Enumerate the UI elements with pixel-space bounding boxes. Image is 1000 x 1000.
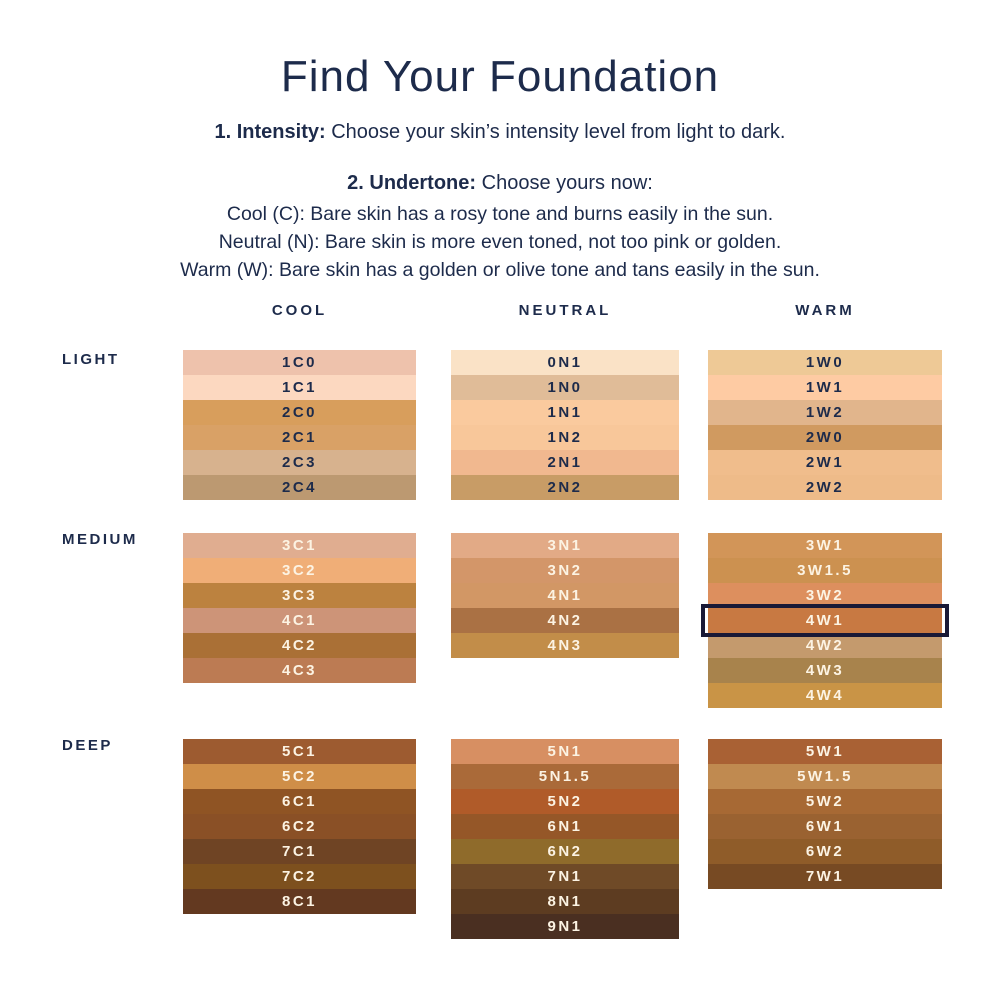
shade-swatch-1C0[interactable]: 1C0	[183, 350, 416, 375]
intensity-text: Choose your skin’s intensity level from light to dark.	[331, 121, 786, 143]
shade-swatch-3W1.5[interactable]: 3W1.5	[708, 558, 942, 583]
shade-swatch-7C2[interactable]: 7C2	[183, 864, 416, 889]
cool-description: Cool (C): Bare skin has a rosy tone and burns easily in the sun.	[226, 203, 774, 225]
shade-swatch-2C3[interactable]: 2C3	[183, 450, 416, 475]
shade-swatch-6N1[interactable]: 6N1	[451, 814, 679, 839]
shade-swatch-0N1[interactable]: 0N1	[451, 350, 679, 375]
shade-swatch-2W1[interactable]: 2W1	[708, 450, 942, 475]
shade-swatch-3W1[interactable]: 3W1	[708, 533, 942, 558]
shade-swatch-3C1[interactable]: 3C1	[183, 533, 416, 558]
shade-swatch-2W0[interactable]: 2W0	[708, 425, 942, 450]
shade-swatch-6C1[interactable]: 6C1	[183, 789, 416, 814]
shade-swatch-4C3[interactable]: 4C3	[183, 658, 416, 683]
column-header-cool: COOL	[271, 302, 328, 319]
shade-swatch-2C0[interactable]: 2C0	[183, 400, 416, 425]
shade-swatch-2W2[interactable]: 2W2	[708, 475, 942, 500]
shade-swatch-2N2[interactable]: 2N2	[451, 475, 679, 500]
shade-swatch-7N1[interactable]: 7N1	[451, 864, 679, 889]
shade-column-light-warm	[708, 350, 942, 500]
shade-swatch-4W3[interactable]: 4W3	[708, 658, 942, 683]
shade-swatch-2C4[interactable]: 2C4	[183, 475, 416, 500]
intensity-instruction	[0, 121, 1000, 144]
shade-swatch-3N1[interactable]: 3N1	[451, 533, 679, 558]
shade-column-medium-warm	[708, 533, 942, 708]
shade-swatch-5N2[interactable]: 5N2	[451, 789, 679, 814]
shade-swatch-8N1[interactable]: 8N1	[451, 889, 679, 914]
shade-column-medium-neutral	[451, 533, 679, 658]
intensity-label: 1. Intensity:	[214, 121, 326, 143]
shade-swatch-4N3[interactable]: 4N3	[451, 633, 679, 658]
shade-swatch-1C1[interactable]: 1C1	[183, 375, 416, 400]
shade-swatch-4C1[interactable]: 4C1	[183, 608, 416, 633]
shade-swatch-1N1[interactable]: 1N1	[451, 400, 679, 425]
shade-swatch-1W2[interactable]: 1W2	[708, 400, 942, 425]
shade-column-medium-cool	[183, 533, 416, 683]
shade-swatch-4C2[interactable]: 4C2	[183, 633, 416, 658]
shade-swatch-1W0[interactable]: 1W0	[708, 350, 942, 375]
shade-swatch-5W1[interactable]: 5W1	[708, 739, 942, 764]
shade-swatch-5W1.5[interactable]: 5W1.5	[708, 764, 942, 789]
shade-swatch-5C2[interactable]: 5C2	[183, 764, 416, 789]
column-header-warm: WARM	[795, 302, 855, 319]
shade-swatch-1N0[interactable]: 1N0	[451, 375, 679, 400]
shade-swatch-6N2[interactable]: 6N2	[451, 839, 679, 864]
shade-swatch-6W2[interactable]: 6W2	[708, 839, 942, 864]
shade-swatch-6C2[interactable]: 6C2	[183, 814, 416, 839]
shade-swatch-2N1[interactable]: 2N1	[451, 450, 679, 475]
shade-column-deep-neutral	[451, 739, 679, 939]
column-header-neutral: NEUTRAL	[518, 302, 612, 319]
shade-swatch-4W1[interactable]: 4W1	[708, 608, 942, 633]
row-label-deep: DEEP	[62, 737, 113, 754]
shade-swatch-9N1[interactable]: 9N1	[451, 914, 679, 939]
shade-column-light-neutral	[451, 350, 679, 500]
shade-swatch-3C2[interactable]: 3C2	[183, 558, 416, 583]
row-label-medium: MEDIUM	[62, 531, 138, 548]
shade-swatch-5C1[interactable]: 5C1	[183, 739, 416, 764]
shade-swatch-4N2[interactable]: 4N2	[451, 608, 679, 633]
shade-swatch-7C1[interactable]: 7C1	[183, 839, 416, 864]
warm-description: Warm (W): Bare skin has a golden or olive tone and tans easily in the sun.	[180, 259, 820, 281]
undertone-label: 2. Undertone:	[347, 172, 477, 194]
shade-swatch-4W4[interactable]: 4W4	[708, 683, 942, 708]
undertone-text: Choose yours now:	[481, 172, 653, 194]
shade-swatch-4W2[interactable]: 4W2	[708, 633, 942, 658]
row-label-light: LIGHT	[62, 351, 120, 368]
shade-swatch-5N1.5[interactable]: 5N1.5	[451, 764, 679, 789]
shade-column-deep-cool	[183, 739, 416, 914]
shade-swatch-6W1[interactable]: 6W1	[708, 814, 942, 839]
shade-swatch-4N1[interactable]: 4N1	[451, 583, 679, 608]
shade-swatch-5N1[interactable]: 5N1	[451, 739, 679, 764]
shade-column-light-cool	[183, 350, 416, 500]
shade-swatch-3N2[interactable]: 3N2	[451, 558, 679, 583]
shade-swatch-8C1[interactable]: 8C1	[183, 889, 416, 914]
neutral-description: Neutral (N): Bare skin is more even toned, not too pink or golden.	[218, 231, 782, 253]
shade-column-deep-warm	[708, 739, 942, 889]
shade-swatch-7W1[interactable]: 7W1	[708, 864, 942, 889]
shade-swatch-1W1[interactable]: 1W1	[708, 375, 942, 400]
shade-swatch-1N2[interactable]: 1N2	[451, 425, 679, 450]
undertone-descriptions	[0, 200, 1000, 284]
shade-swatch-5W2[interactable]: 5W2	[708, 789, 942, 814]
undertone-instruction	[0, 172, 1000, 195]
shade-swatch-2C1[interactable]: 2C1	[183, 425, 416, 450]
shade-swatch-3C3[interactable]: 3C3	[183, 583, 416, 608]
shade-swatch-3W2[interactable]: 3W2	[708, 583, 942, 608]
page-title: Find Your Foundation	[280, 52, 720, 101]
